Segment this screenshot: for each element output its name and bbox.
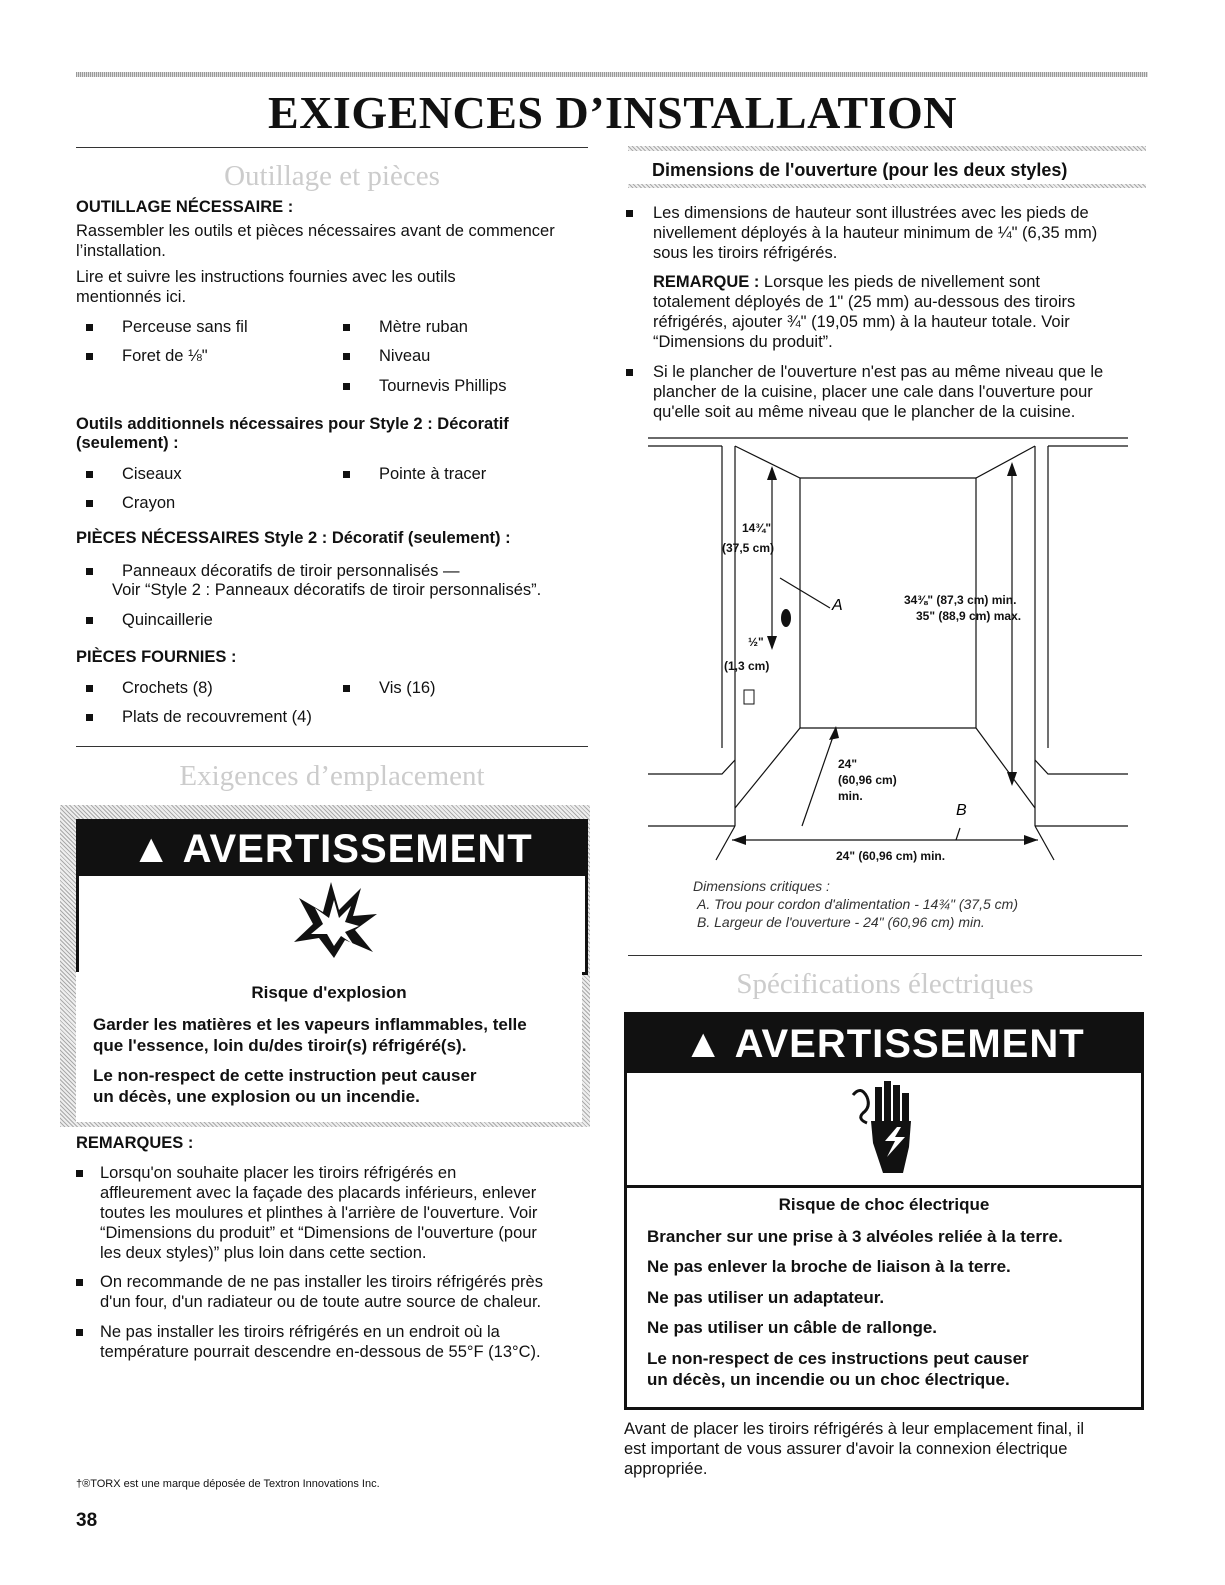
note: REMARQUE : Lorsque les pieds de nivellement sont <box>653 273 1041 291</box>
intro-line: l’installation. <box>76 242 166 260</box>
intro-line: Rassembler les outils et pièces nécessaires avant de commencer <box>76 222 555 240</box>
remarks-heading: REMARQUES : <box>76 1134 194 1152</box>
dim-half: ½" <box>748 635 764 649</box>
explosion-icon <box>289 880 379 960</box>
warning-box <box>76 819 588 975</box>
label-b: B <box>956 802 967 819</box>
label-a: A <box>832 597 843 614</box>
section-title-electrical: Spécifications électriques <box>736 968 1034 1000</box>
divider <box>628 955 1142 956</box>
list-item-continuation: d'un four, d'un radiateur ou de toute autre source de chaleur. <box>100 1293 542 1311</box>
opening-dimensions-diagram <box>640 428 1140 868</box>
intro-line: Lire et suivre les instructions fournies avec les outils <box>76 268 456 286</box>
list-item-continuation: affleurement avec la façade des placards inférieurs, enlever <box>100 1184 537 1202</box>
closing-paragraph: est important de vous assurer d'avoir la connexion électrique <box>624 1440 1068 1458</box>
opening-title: Dimensions de l'ouverture (pour les deux styles) <box>652 160 1068 180</box>
list-item-continuation: plancher de la cuisine, placer une cale dans l'ouverture pour <box>653 383 1093 401</box>
dim-min: min. <box>838 789 863 803</box>
hazard-title: Risque de choc électrique <box>778 1195 990 1214</box>
section-title-location: Exigences d’emplacement <box>179 760 485 792</box>
warning-line: un décès, un incendie ou un choc électrique. <box>647 1370 1010 1389</box>
divider <box>76 746 588 747</box>
page-title: EXIGENCES D’INSTALLATION <box>268 87 957 138</box>
warning-line: Ne pas utiliser un câble de rallonge. <box>647 1318 938 1337</box>
warning-line: Brancher sur une prise à 3 alvéoles reliée à la terre. <box>647 1227 1063 1246</box>
list-item-continuation: toutes les moulures et plinthes à l'arrière de l'ouverture. Voir <box>100 1204 538 1222</box>
list-item-continuation: qu'elle soit au même niveau que le plancher de la cuisine. <box>653 403 1076 421</box>
intro-line: mentionnés ici. <box>76 288 187 306</box>
warning-separator <box>627 1185 1141 1188</box>
closing-paragraph: Avant de placer les tiroirs réfrigérés à leur emplacement final, il <box>624 1420 1085 1438</box>
page-number: 38 <box>76 1510 98 1531</box>
dim-13: (1,3 cm) <box>724 659 770 673</box>
footnote: †®TORX est une marque déposée de Textron Innovations Inc. <box>76 1478 380 1490</box>
warning-header: ▲ AVERTISSEMENT <box>627 1015 1141 1073</box>
warning-line: Ne pas utiliser un adaptateur. <box>647 1288 885 1307</box>
warning-header: ▲ AVERTISSEMENT <box>79 822 585 876</box>
section-title-tools: Outillage et pièces <box>224 160 440 192</box>
warning-line: que l'essence, loin du/des tiroir(s) réfrigéré(s). <box>93 1036 467 1055</box>
hatched-rule <box>628 184 1146 188</box>
extra-tools-heading: (seulement) : <box>76 434 179 452</box>
warning-line: un décès, une explosion ou un incendie. <box>93 1087 420 1106</box>
note-line: réfrigérés, ajouter ¾" (19,05 mm) à la hauteur totale. Voir <box>653 313 1070 331</box>
dim-height-min: 34⅜" (87,3 cm) min. <box>904 593 1017 607</box>
warning-triangle-icon: ▲ <box>683 1022 724 1066</box>
dim-1434: 14¾" <box>742 521 772 535</box>
dim-375: (37,5 cm) <box>722 541 775 555</box>
note-line: “Dimensions du produit”. <box>653 333 833 351</box>
closing-paragraph: appropriée. <box>624 1460 708 1478</box>
caption-title: Dimensions critiques : <box>693 878 830 894</box>
list-item-continuation: nivellement déployés à la hauteur minimum de ¼" (6,35 mm) <box>653 224 1098 242</box>
extra-tools-heading: Outils additionnels nécessaires pour Style 2 : Décoratif <box>76 415 509 433</box>
note-label: REMARQUE : <box>653 273 760 291</box>
caption-b: B. Largeur de l'ouverture - 24" (60,96 cm) min. <box>697 914 985 930</box>
note-line: totalement déployés de 1" (25 mm) au-dessous des tiroirs <box>653 293 1076 311</box>
electric-shock-icon <box>849 1077 919 1177</box>
dim-width: 24" (60,96 cm) min. <box>836 849 946 863</box>
warning-line: Garder les matières et les vapeurs inflammables, telle <box>93 1015 527 1034</box>
list-item-continuation: sous les tiroirs réfrigérés. <box>653 244 838 262</box>
top-rule <box>76 72 1148 77</box>
hatched-rule <box>628 146 1146 151</box>
parts-heading: PIÈCES NÉCESSAIRES Style 2 : Décoratif (seulement) : <box>76 529 511 547</box>
list-item-continuation: “Dimensions du produit” et “Dimensions de l'ouverture (pour <box>100 1224 537 1242</box>
dim-height-max: 35" (88,9 cm) max. <box>916 609 1022 623</box>
supplied-heading: PIÈCES FOURNIES : <box>76 648 237 666</box>
divider <box>76 147 588 148</box>
dim-6096: (60,96 cm) <box>838 773 897 787</box>
list-item-continuation: les deux styles)” plus loin dans cette section. <box>100 1244 427 1262</box>
required-tools-heading: OUTILLAGE NÉCESSAIRE : <box>76 198 294 216</box>
list-item-continuation: Voir “Style 2 : Panneaux décoratifs de tiroir personnalisés”. <box>112 581 542 599</box>
dim-24: 24" <box>838 757 858 771</box>
warning-line: Ne pas enlever la broche de liaison à la terre. <box>647 1257 1011 1276</box>
warning-line: Le non-respect de cette instruction peut causer <box>93 1066 477 1085</box>
warning-line: Le non-respect de ces instructions peut causer <box>647 1349 1029 1368</box>
hazard-title: Risque d'explosion <box>251 983 407 1002</box>
caption-a: A. Trou pour cordon d'alimentation - 14¾" (37,5 cm) <box>697 896 1018 912</box>
list-item-continuation: température pourrait descendre en-dessous de 55°F (13°C). <box>100 1343 541 1361</box>
warning-triangle-icon: ▲ <box>131 827 172 871</box>
